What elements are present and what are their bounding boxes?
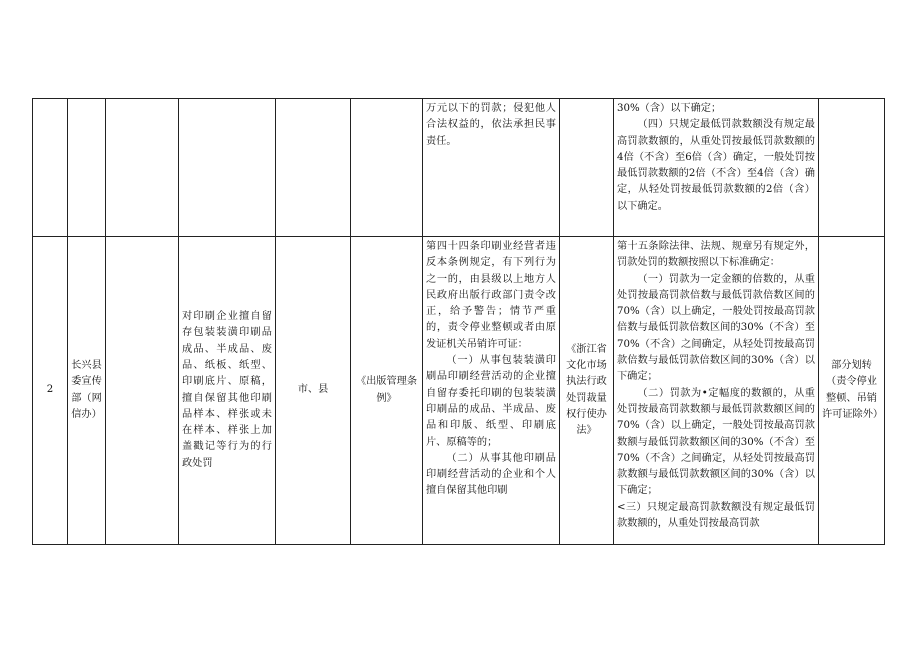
item-cell: 对印刷企业擅自留存包装装潢印刷品成品、半成品、废品、纸板、纸型、印刷底片、原稿，擅自保留其他印刷品样本、样张或未在样本、样张上加盖戳记等行为的行政处罚 [179, 237, 276, 545]
standard-text: （二）罚款为•定幅度的数额的，从重处罚按最高罚款数额与最低罚款数额区间的70%（含）以上确定，一般处罚按最高罚款数额与最低罚款数额区间的30%（不含）至70%（不含）之间确定，从轻处罚按最高罚款数额与最低罚款数额区间的30%（含）以下确定； [617, 387, 815, 497]
item-cell [179, 99, 276, 237]
remark-cell [819, 99, 885, 237]
standard-text: 30%（含）以下确定； [617, 103, 722, 114]
clause-text: 第四十四条印刷业经营者违反本条例规定，有下列行为之一的，由县级以上地方人民政府出版行政部门责令改正，给予警告；情节严重的，责令停业整顿或者由原发证机关吊销许可证： [426, 241, 556, 350]
enforcement-table [32, 98, 885, 545]
remark-cell: 部分划转（责令停业整顿、吊销许可证除外） [819, 237, 885, 545]
law-cell: 《出版管理条例》 [351, 237, 423, 545]
standard-cell [614, 237, 819, 545]
clause-text: （二）从事其他印刷品印刷经营活动的企业和个人擅自保留其他印刷 [426, 452, 556, 497]
clause-text: 万元以下的罚款；侵犯他人合法权益的，依法承担民事责任。 [426, 103, 556, 147]
standard-cell [614, 99, 819, 237]
level-cell: 市、县 [276, 237, 351, 545]
standard-text: （四）只规定最低罚款数额没有规定最高罚款数额的，从重处罚按最低罚款数额的4倍（不含）至6倍（含）确定，一般处罚按最低罚款数额的2倍（不含）至4倍（含）确定，从轻处罚按最低罚款数额的2倍（含）以下确定。 [617, 119, 815, 212]
row-number-cell: 2 [33, 237, 68, 545]
empty-cell [106, 237, 179, 545]
clause-cell [423, 99, 560, 237]
row-number-cell [33, 99, 68, 237]
table-row [33, 237, 885, 545]
clause-cell [423, 237, 560, 545]
clause-text: （一）从事包装装潢印刷品印刷经营活动的企业擅自留存委托印刷的包装装潢印刷品的成品、半成品、废品和印版、纸型、印刷底片、原稿等的； [426, 355, 556, 448]
department-cell [68, 99, 106, 237]
empty-cell [106, 99, 179, 237]
department-cell: 长兴县委宣传部（网信办） [68, 237, 106, 545]
standard-text: （一）罚款为一定金额的倍数的，从重处罚按最高罚款倍数与最低罚款倍数区间的70%（含）以上确定，一般处罚按最高罚款倍数与最低罚款倍数区间的30%（不含）至70%（不含）之间确定，从轻处罚按最高罚款倍数与最低罚款倍数区间的30%（含）以下确定； [617, 273, 815, 383]
level-cell [276, 99, 351, 237]
standard-text: 第十五条除法律、法规、规章另有规定外，罚款处罚的数额按照以下标准确定： [617, 241, 815, 269]
basis-cell: 《浙江省文化市场执法行政处罚裁量权行使办法》 [560, 237, 614, 545]
law-cell [351, 99, 423, 237]
basis-cell [560, 99, 614, 237]
table-row [33, 99, 885, 237]
standard-text: <三）只规定最高罚款数额没有规定最低罚款数额的，从重处罚按最高罚款 [617, 501, 815, 530]
